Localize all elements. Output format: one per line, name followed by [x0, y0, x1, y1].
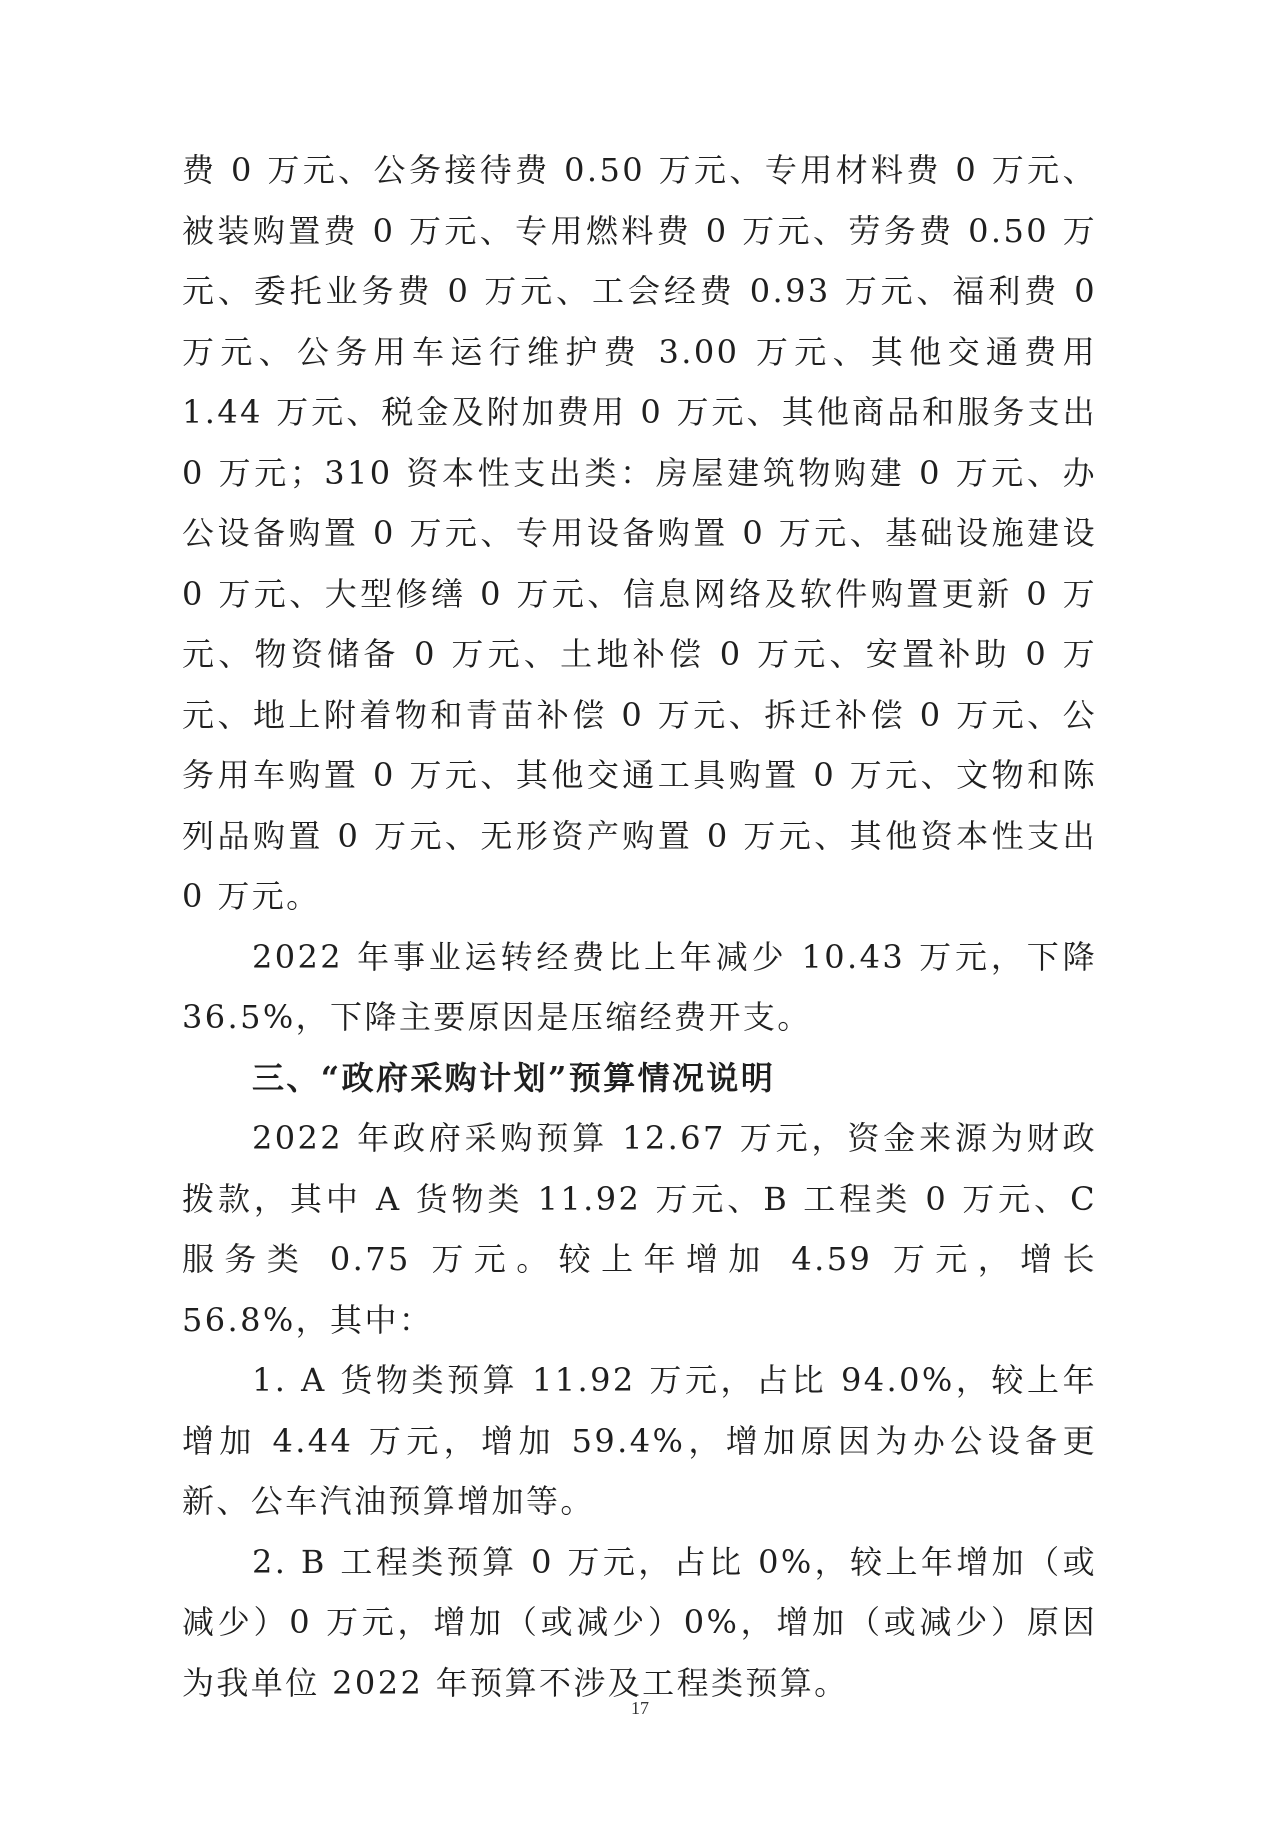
paragraph-operating-funds: 2022 年事业运转经费比上年减少 10.43 万元，下降 36.5%，下降主要原因是压缩经费开支。 — [182, 937, 1097, 1036]
document-body — [182, 140, 1097, 1713]
paragraph-expense-items: 费 0 万元、公务接待费 0.50 万元、专用材料费 0 万元、被装购置费 0 万元、专用燃料费 0 万元、劳务费 0.50 万元、委托业务费 0 万元、工会经费 0.93 万元、福利费 0 万元、公务用车运行维护费 3.00 万元、其他交通费用 1.44 万元、税金及附加费用 0 万元、其他商品和服务支出 0 万元；310 资本性支出类：房屋建筑物购建 0 万元、办公设备购置 0 万元、专用设备购置 0 万元、基础设施建设 0 万元、大型修缮 0 万元、信息网络及软件购置更新 0 万元、物资储备 0 万元、土地补偿 0 万元、安置补助 0 万元、地上附着物和青苗补偿 0 万元、拆迁补偿 0 万元、公务用车购置 0 万元、其他交通工具购置 0 万元、文物和陈列品购置 0 万元、无形资产购置 0 万元、其他资本性支出 0 万元。 — [182, 151, 1097, 915]
paragraph-goods-budget: 1. A 货物类预算 11.92 万元，占比 94.0%，较上年增加 4.44 万元，增加 59.4%，增加原因为办公设备更新、公车汽油预算增加等。 — [182, 1361, 1097, 1520]
paragraph-procurement-budget: 2022 年政府采购预算 12.67 万元，资金来源为财政拨款，其中 A 货物类 11.92 万元、B 工程类 0 万元、C 服务类 0.75 万元。较上年增加 4.59 万元，增长 56.8%，其中： — [182, 1119, 1097, 1339]
page-number: 17 — [631, 1698, 649, 1718]
paragraph-engineering-budget: 2. B 工程类预算 0 万元，占比 0%，较上年增加（或减少）0 万元，增加（或减少）0%，增加（或减少）原因为我单位 2022 年预算不涉及工程类预算。 — [182, 1542, 1097, 1702]
section-heading-procurement: 三、“政府采购计划”预算情况说明 — [252, 1058, 776, 1097]
